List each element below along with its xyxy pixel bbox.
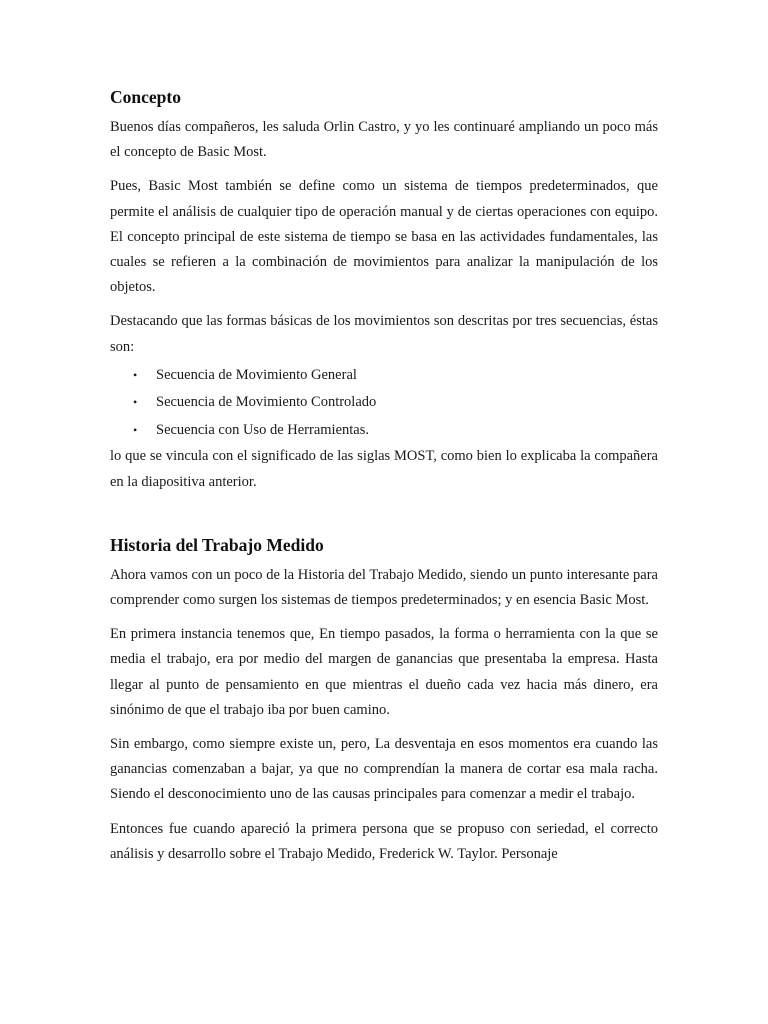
bullet-icon: • (133, 367, 138, 382)
list-item-text: Secuencia de Movimiento General (156, 366, 357, 383)
paragraph-historia-intro: Ahora vamos con un poco de la Historia del Trabajo Medido, siendo un punto interesante para comprender como surgen los sistemas de tiempos predeterminados; y en esencia Basic Most. (110, 566, 658, 608)
section-historia (110, 533, 658, 867)
list-item (133, 417, 658, 445)
bullet-icon: • (133, 422, 138, 437)
paragraph-taylor: Entonces fue cuando apareció la primera persona que se propuso con seriedad, el correcto análisis y desarrollo sobre el Trabajo Medido, Frederick W. Taylor. Personaje (110, 820, 658, 862)
paragraph-sin-embargo: Sin embargo, como siempre existe un, pero, La desventaja en esos momentos era cuando las ganancias comenzaban a bajar, ya que no comprendían la manera de cortar esa mala racha. Siendo el desconocimiento uno de las causas principales para comenzar a medir el trabajo. (110, 735, 658, 803)
list-item (133, 362, 658, 390)
section-concepto (110, 85, 658, 495)
list-item-text: Secuencia con Uso de Herramientas. (156, 421, 369, 438)
paragraph-sequences-intro: Destacando que las formas básicas de los movimientos son descritas por tres secuencias, éstas son: (110, 313, 658, 355)
paragraph-most-meaning: lo que se vincula con el significado de las siglas MOST, como bien lo explicaba la compañera en la diapositiva anterior. (110, 448, 658, 490)
list-item (133, 389, 658, 417)
bullet-icon: • (133, 395, 138, 410)
paragraph-primera-instancia: En primera instancia tenemos que, En tiempo pasados, la forma o herramienta con la que se media el trabajo, era por medio del margen de ganancias que presentaba la empresa. Hasta llegar al punto de pensamiento en que mientras el dueño cada vez hacia más dinero, era sinónimo de que el trabajo iba por buen camino. (110, 626, 658, 718)
sequence-list (110, 362, 658, 445)
paragraph-intro: Buenos días compañeros, les saluda Orlin Castro, y yo les continuaré ampliando un poco más el concepto de Basic Most. (110, 119, 658, 161)
section-heading-concepto: Concepto (110, 87, 181, 107)
paragraph-definition: Pues, Basic Most también se define como un sistema de tiempos predeterminados, que permite el análisis de cualquier tipo de operación manual y de ciertas operaciones con equipo. El concepto principal de este sistema de tiempo se basa en las actividades fundamentales, las cuales se refieren a la combinación de movimientos para analizar la manipulación de los objetos. (110, 178, 658, 296)
list-item-text: Secuencia de Movimiento Controlado (156, 394, 377, 411)
section-heading-historia: Historia del Trabajo Medido (110, 534, 324, 555)
